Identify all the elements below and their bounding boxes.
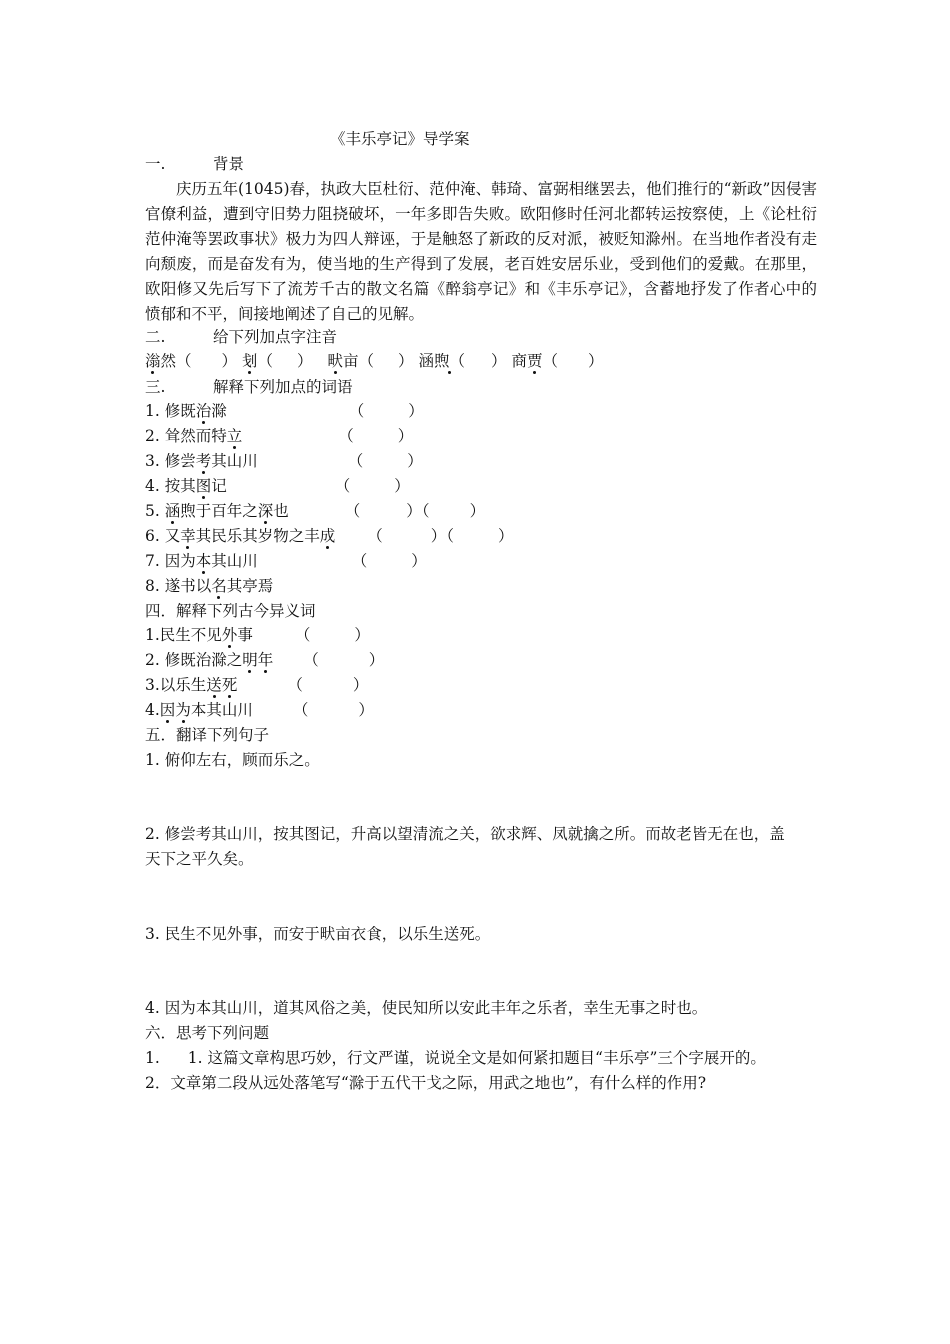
pinyin-item-text: ） <box>221 352 238 370</box>
pinyin-item-text: （ <box>257 352 274 370</box>
pinyin-items <box>145 350 604 374</box>
item-text: 1.民生不见 <box>145 626 222 644</box>
item-text: 煦于百年之 <box>180 502 258 520</box>
background-paragraph <box>145 177 817 327</box>
item-text: 7. 因为 <box>145 552 196 570</box>
dotted-char: 考 <box>195 452 212 470</box>
vocab-item-8 <box>145 575 273 599</box>
pinyin-item-text: ） <box>297 352 313 370</box>
paren: ） <box>358 701 374 719</box>
dotted-char: 贾 <box>526 352 543 370</box>
section-3-heading <box>145 376 353 400</box>
page-title: 《丰乐亭记》导学案 <box>330 130 470 148</box>
section-number: 一. <box>145 155 166 173</box>
dotted-char: 畎 <box>327 352 343 370</box>
paren: ） <box>407 452 423 470</box>
archaic-item-3 <box>145 674 368 698</box>
paren: （ <box>292 701 309 719</box>
item-text: 1. 修既 <box>145 402 196 420</box>
vocab-item-7 <box>145 550 427 574</box>
pinyin-item-text: ） <box>398 352 414 370</box>
dotted-char: 滃 <box>145 352 161 370</box>
paren: （ <box>367 527 383 545</box>
translate-sentence-2-line-1: 2. 修尝考其山川，按其图记，升高以望清流之关，欲求辉、凤就擒之所。而故老皆无在也，盖 <box>145 825 785 843</box>
dotted-char: 成 <box>319 527 336 545</box>
question-text: 1. 这篇文章构思巧妙，行文严谨，说说全文是如何紧扣题目“丰乐亭”三个字展开的。 <box>187 1049 766 1067</box>
paren: ） <box>397 427 414 445</box>
dotted-char: 治 <box>195 402 212 420</box>
paren: （ <box>338 427 354 445</box>
dotted-char: 年 <box>257 651 274 669</box>
vocab-item-5 <box>145 500 485 524</box>
paren: （ <box>334 477 351 495</box>
pinyin-item-text: 然（ <box>160 352 192 370</box>
background-text: 庆历五年(1045)春，执政大臣杜衍、范仲淹、韩琦、富弼相继罢去，他们推行的“新政”因侵害官僚利益，遭到守旧势力阻挠破坏，一年多即告失败。欧阳修时任河北都转运按察使，上《论杜衍范仲淹等罢政事状》极力为四人辩诬，于是触怒了新政的反对派，被贬知滁州。在当地作者没有走向颓废，而是奋发有为，使当地的生产得到了发展，老百姓安居乐业，受到他们的爱戴。在那里，欧阳修又先后写下了流芳千古的散文名篇《醉翁亭记》和《丰乐亭记》，含蓄地抒发了作者心中的愤郁和不平，间接地阐述了自己的见解。 <box>145 180 817 323</box>
paren: （ <box>287 676 303 694</box>
paren: ）（ <box>406 502 430 520</box>
item-text: 2. 修既治滁之 <box>145 651 243 669</box>
pinyin-item-text: 商 <box>511 352 527 370</box>
item-text: 也 <box>273 502 289 520</box>
paren: ） <box>469 502 486 520</box>
item-text: 滁 <box>211 402 227 420</box>
dotted-char: 本 <box>195 552 212 570</box>
paren: （ <box>303 651 319 669</box>
paren: ） <box>408 402 424 420</box>
dotted-char: 名 <box>211 577 227 595</box>
section-label: 背景 <box>213 155 245 173</box>
archaic-item-1 <box>145 624 370 648</box>
pinyin-item-text: 亩（ <box>342 352 374 370</box>
paren: ） <box>354 626 370 644</box>
pinyin-item-text: 涵 <box>418 352 434 370</box>
item-text: 6. 又 <box>145 527 181 545</box>
item-text: 5. <box>145 502 165 520</box>
item-text: 本其山川 <box>190 701 253 719</box>
paren: ） <box>352 676 369 694</box>
paren: （ <box>344 502 361 520</box>
paren: （ <box>347 452 364 470</box>
item-text: 4. 按其 <box>145 477 196 495</box>
vocab-item-3 <box>145 450 423 474</box>
section-2-heading <box>145 326 337 350</box>
paren: ）（ <box>430 527 455 545</box>
translate-sentence-4: 4. 因为本其山川，道其风俗之美，使民知所以安此丰年之乐者，幸生无事之时也。 <box>145 999 708 1017</box>
pinyin-item-text: ） <box>587 352 604 370</box>
dotted-char: 立 <box>226 427 243 445</box>
item-text: 3. 修尝 <box>145 452 196 470</box>
section-label: 给下列加点字注音 <box>213 328 338 346</box>
dotted-char: 因 <box>159 701 176 719</box>
section-4-heading: 四．解释下列古今异义词 <box>145 602 316 620</box>
dotted-char: 为 <box>175 701 191 719</box>
item-text: 4. <box>145 701 160 719</box>
archaic-item-2 <box>145 649 384 673</box>
question-1 <box>145 1047 766 1071</box>
paren: ） <box>394 477 410 495</box>
vocab-item-1 <box>145 400 424 424</box>
dotted-char: 煦（ <box>433 352 465 370</box>
item-text: 3.以乐生 <box>145 676 207 694</box>
vocab-item-6 <box>145 525 514 549</box>
dotted-char: 幸 <box>180 527 196 545</box>
dotted-char: 死 <box>221 676 238 694</box>
dotted-char: 外 <box>221 626 238 644</box>
dotted-char: 刬 <box>241 352 258 370</box>
pinyin-item-text: （ <box>542 352 558 370</box>
section-number: 二. <box>145 328 166 346</box>
translate-sentence-3: 3. 民生不见外事，而安于畎亩衣食，以乐生送死。 <box>145 925 491 943</box>
vocab-item-2 <box>145 425 413 449</box>
paren: （ <box>348 402 365 420</box>
dotted-char: 明 <box>242 651 258 669</box>
item-text: 其亭焉 <box>226 577 274 595</box>
dotted-char: 图 <box>195 477 212 495</box>
section-label: 解释下列加点的词语 <box>213 378 353 396</box>
question-2: 2．文章第二段从远处落笔写“滁于五代干戈之际，用武之地也”，有什么样的作用? <box>145 1074 707 1092</box>
translate-sentence-2-line-2: 天下之平久矣。 <box>145 850 254 868</box>
question-number: 1. <box>145 1049 160 1067</box>
item-text: 记 <box>211 477 227 495</box>
paren: ） <box>498 527 514 545</box>
item-text: 其山川 <box>211 452 258 470</box>
dotted-char: 深 <box>257 502 274 520</box>
item-text: 事 <box>237 626 253 644</box>
item-text: 8. 遂书以 <box>145 577 212 595</box>
section-6-heading: 六．思考下列问题 <box>145 1024 270 1042</box>
vocab-item-4 <box>145 475 410 499</box>
item-text: 其民乐其岁物之丰 <box>195 527 320 545</box>
section-1-heading <box>145 153 244 177</box>
pinyin-item-text: ） <box>490 352 507 370</box>
item-text: 其山川 <box>211 552 258 570</box>
section-5-heading: 五．翻译下列句子 <box>145 726 270 744</box>
paren: （ <box>351 552 368 570</box>
paren: ） <box>368 651 385 669</box>
item-text: 2. 耸然而特 <box>145 427 227 445</box>
paren: （ <box>294 626 311 644</box>
dotted-char: 涵 <box>164 502 181 520</box>
section-number: 三. <box>145 378 166 396</box>
paren: ） <box>411 552 427 570</box>
dotted-char: 送 <box>206 676 222 694</box>
archaic-item-4 <box>145 699 374 723</box>
translate-sentence-1: 1. 俯仰左右，顾而乐之。 <box>145 751 320 769</box>
